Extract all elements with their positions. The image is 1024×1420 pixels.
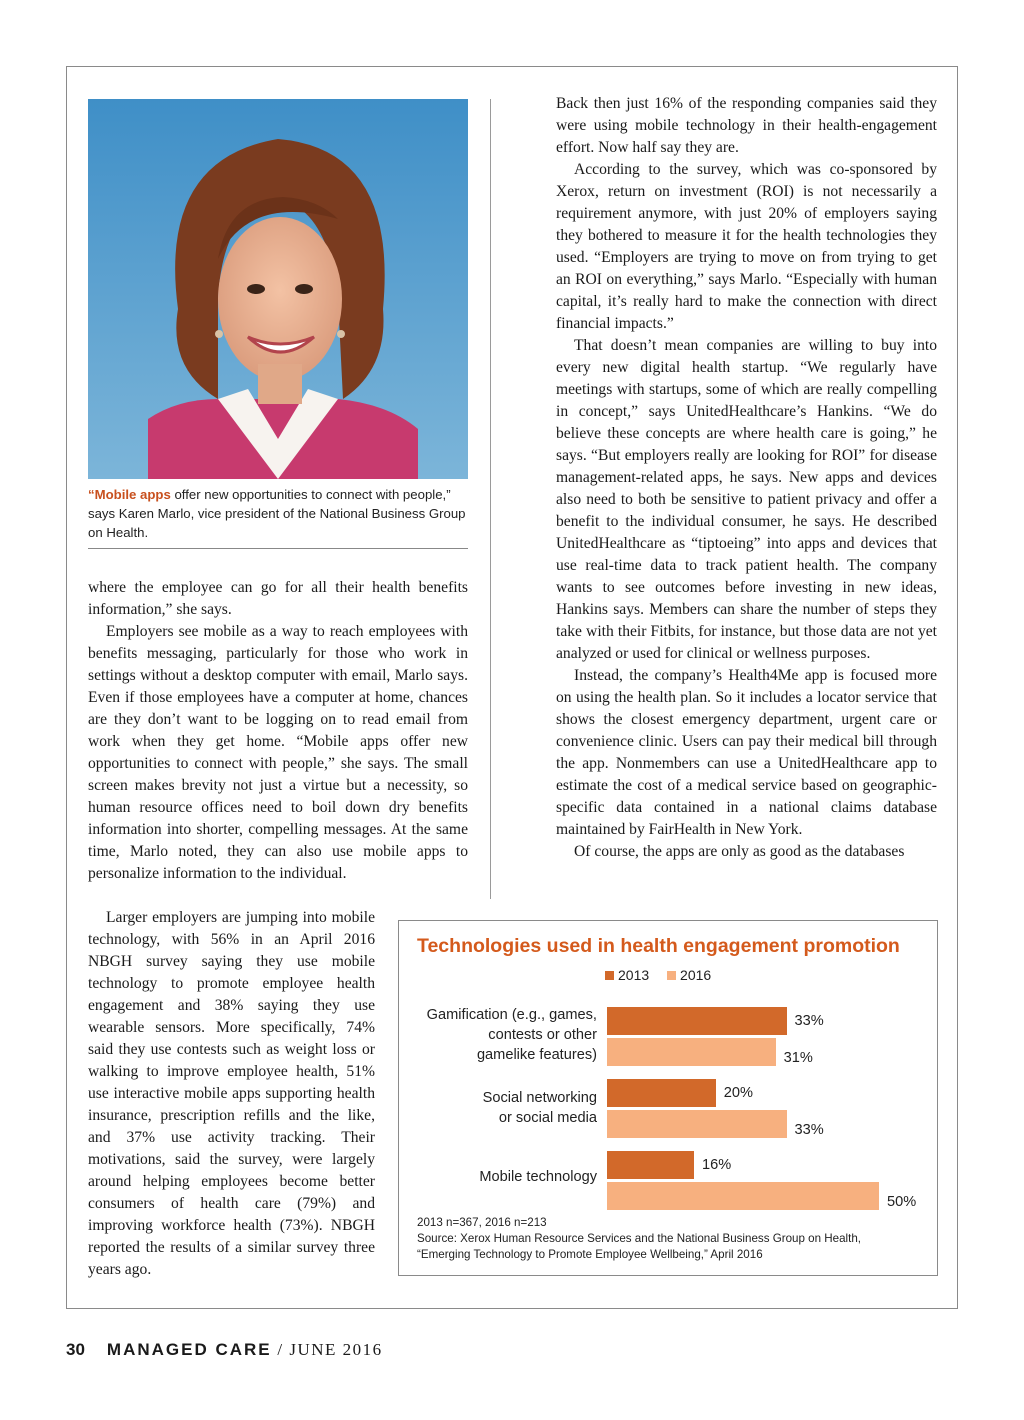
paragraph: According to the survey, which was co-sponsored by Xerox, return on investment (ROI) is not necessarily a requirement anymore, with just 20% of employers saying they bothered to measure it for the health technologies they used. “Employers are trying to move on from trying to get an ROI on everything,” says Marlo. “Especially with human capital, it’s really hard to make the connection with direct financial impacts.” xyxy=(556,161,937,332)
page-number: 30 xyxy=(66,1340,85,1359)
caption-lead: “Mobile apps xyxy=(88,487,171,502)
paragraph: where the employee can go for all their health benefits information,” she says. xyxy=(88,579,468,618)
bar-2013 xyxy=(607,1151,694,1179)
legend-swatch-2016 xyxy=(667,971,676,980)
magazine-name: MANAGED CARE xyxy=(106,1340,272,1359)
chart-title: Technologies used in health engagement promotion xyxy=(417,935,900,957)
bar-2016 xyxy=(607,1182,879,1210)
bar-value-label: 33% xyxy=(794,1013,824,1029)
bar-value-label: 50% xyxy=(887,1194,917,1210)
bar-2016 xyxy=(607,1110,787,1138)
chart-notes xyxy=(417,1215,861,1263)
bar-value-label: 33% xyxy=(794,1122,824,1138)
left-column-text xyxy=(88,577,468,885)
bar-value-label: 16% xyxy=(702,1157,732,1173)
legend-label-2016: 2016 xyxy=(680,967,712,983)
legend-item-2016 xyxy=(667,967,711,983)
chart-source-line-1: Source: Xerox Human Resource Services and the National Business Group on Health, xyxy=(417,1232,862,1245)
paragraph: Back then just 16% of the responding companies said they were using mobile technology in their health-engagement effort. Now half say they are. xyxy=(556,95,937,156)
bar-2013 xyxy=(607,1079,716,1107)
legend-item-2013 xyxy=(605,967,649,983)
caption-divider xyxy=(88,548,468,549)
left-bottom-text xyxy=(88,907,375,1281)
issue-date: / JUNE 2016 xyxy=(271,1340,383,1359)
chart-sample-note: 2013 n=367, 2016 n=213 xyxy=(417,1216,547,1229)
chart-legend xyxy=(605,967,725,983)
paragraph: Larger employers are jumping into mobile technology, with 56% in an April 2016 NBGH survey saying they use mobile technology to promote employee health engagement and 38% saying they use wearable sensors. More specifically, 74% said they use contests such as weight loss or walking to improve employee health, 51% use interactive mobile apps supporting health insurance, prescription refills and the like, and 37% use activity tracking. Their motivations, said the survey, were largely around helping employees become better consumers of health care (79%) and improving workforce health (73%). NBGH reported the results of a similar survey three years ago. xyxy=(88,909,375,1278)
category-label: Gamification (e.g., games, contests or other gamelike features) xyxy=(426,1007,597,1063)
legend-label-2013: 2013 xyxy=(618,967,650,983)
bar-value-label: 31% xyxy=(783,1050,813,1066)
bar-value-label: 20% xyxy=(723,1085,754,1101)
category-label: Social networking or social media xyxy=(482,1090,597,1126)
column-divider xyxy=(490,99,491,899)
page-footer xyxy=(66,1340,383,1360)
category-label: Mobile technology xyxy=(479,1169,597,1185)
bar-2013 xyxy=(607,1007,787,1035)
paragraph: Employers see mobile as a way to reach employees with benefits messaging, particularly for those who work in settings without a desktop computer with email, Marlo says. Even if those employees have a computer at home, chances are they don’t want to be logging on to read email from work when they get home. “Mobile apps offer new opportunities to connect with people,” she says. The small screen makes brevity not just a virtue but a necessity, so human resource offices need to boil down dry benefits information into shorter, compelling messages. At the same time, Marlo noted, they can also use mobile apps to personalize information to the individual. xyxy=(88,623,468,882)
paragraph: Of course, the apps are only as good as the databases xyxy=(574,843,905,860)
paragraph: Instead, the company’s Health4Me app is focused more on using the health plan. So it includes a locator service that shows the closest emergency department, urgent care or convenience clinic. Users can pay their medical bill through the app. Nonmembers can use a UnitedHealthcare app to estimate the cost of a medical service based on geographic-specific data contained in a national claims database maintained by FairHealth in New York. xyxy=(556,667,937,838)
right-column-text xyxy=(556,93,937,863)
paragraph: That doesn’t mean companies are willing to buy into every new digital health startup. “We regularly have meetings with startups, some of which are really compelling in concept,” says UnitedHealthcare’s Hankins. “We do believe these concepts are where health care is going,” he says. “But employers really are looking for ROI” for disease management-related apps, he says. New apps and devices also need to both be sensitive to patient privacy and offer a benefit to the individual consumer, he says. He described UnitedHealthcare as “tiptoeing” into apps and devices that use real-time data to track patient health. The company wants to see outcomes before investing in new ideas, Hankins says. Members can share the number of steps they take with their Fitbits, for instance, but those data are not yet analyzed or used for clinical or wellness purposes. xyxy=(556,337,937,662)
chart-source-line-2: “Emerging Technology to Promote Employee Wellbeing,” April 2016 xyxy=(417,1248,763,1261)
legend-swatch-2013 xyxy=(605,971,614,980)
chart-box xyxy=(398,920,938,1276)
photo-caption xyxy=(88,485,468,542)
caption-text: offer new opportunities to connect with people,” says Karen Marlo, vice president of the National Business Group on Health. xyxy=(88,487,466,540)
bar-2016 xyxy=(607,1038,776,1066)
portrait-photo xyxy=(88,99,468,479)
